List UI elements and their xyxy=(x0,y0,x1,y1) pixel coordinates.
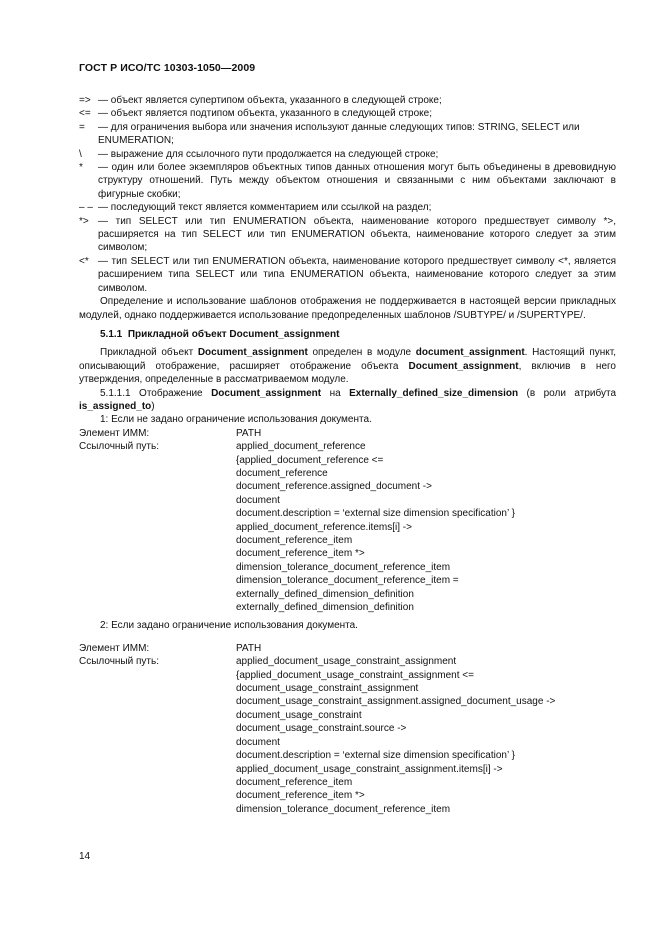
legend-item xyxy=(79,255,616,295)
entity-name: Document_assignment xyxy=(408,360,519,372)
legend-symbol: <* xyxy=(79,255,89,267)
path-line: document_usage_constraint.source -> xyxy=(236,723,407,735)
section-text: определен в модуле xyxy=(307,347,416,359)
section-number: 5.1.1 xyxy=(100,328,123,340)
legend-text: — последующий текст является комментарием или ссылкой на раздел; xyxy=(98,202,432,214)
path-line: document xyxy=(236,494,280,506)
legend-text: — тип SELECT или тип ENUMERATION объекта, наименование которого предшествует символу *>, расширяется на тип SELECT или тип ENUMERATION объекта, наименование которого следует за этим символом; xyxy=(98,215,616,254)
legend-text: — тип SELECT или тип ENUMERATION объекта, наименование которого предшествует символу <*, является расширением типа SELECT или типа ENUMERATION объекта, наименование которого следует за этим символом. xyxy=(98,255,616,294)
path-line: document_reference_item xyxy=(236,535,353,546)
path-line: document_reference_item *> xyxy=(236,548,365,560)
subsection-heading xyxy=(79,387,616,414)
element-value: PATH xyxy=(236,642,262,654)
subsection-text: 5.1.1.1 Отображение xyxy=(100,387,212,399)
entity-name: Externally_defined_size_dimension xyxy=(349,387,519,399)
legend-text: — объект является подтипом объекта, указанного в следующей строке; xyxy=(98,108,432,120)
legend-text: — выражение для ссылочного пути продолжается на следующей строке; xyxy=(98,148,439,160)
legend-text: — объект является супертипом объекта, указанного в следующей строке; xyxy=(98,95,442,106)
attribute-name: is_assigned_to xyxy=(79,400,152,412)
legend-item xyxy=(79,121,616,148)
legend-item xyxy=(79,148,616,161)
mapping-path-row xyxy=(79,655,616,668)
path-line: document_reference xyxy=(236,467,328,479)
module-name: document_assignment xyxy=(415,347,525,359)
legend-item xyxy=(79,201,616,214)
path-line: document_usage_constraint_assignment xyxy=(236,683,419,695)
path-line: document_reference.assigned_document -> xyxy=(236,481,432,493)
path-line: document_reference_item xyxy=(236,776,353,788)
page-number: 14 xyxy=(79,851,91,862)
entity-name: Document_assignment xyxy=(197,347,308,359)
path-line: dimension_tolerance_document_reference_item xyxy=(236,803,451,815)
legend-symbol: \ xyxy=(79,148,82,160)
mapping-path-row xyxy=(79,440,616,453)
section-text: , включив в него утверждения, определенные в рассматриваемом модуле. xyxy=(79,360,616,386)
path-line: {applied_document_usage_constraint_assignment <= xyxy=(236,669,474,681)
section-heading xyxy=(100,328,616,341)
notation-legend xyxy=(79,94,616,295)
path-label: Ссылочный путь: xyxy=(79,656,159,668)
legend-symbol: <= xyxy=(79,108,91,120)
path-line: dimension_tolerance_document_reference_item xyxy=(236,561,451,573)
path-line: applied_document_usage_constraint_assignment xyxy=(236,656,457,668)
mapping-element-row xyxy=(79,427,616,440)
path-label: Ссылочный путь: xyxy=(79,441,159,453)
path-line: dimension_tolerance_document_reference_item = xyxy=(236,575,459,587)
intro-paragraph: Определение и использование шаблонов отображения не поддерживается в настоящей версии прикладных модулей, однако поддерживается использование предопределенных шаблонов /SUBTYPE/ и /SUPERTYPE/. xyxy=(79,296,616,321)
element-value: PATH xyxy=(236,427,262,439)
mapping-note: 1: Если не задано ограничение использования документа. xyxy=(100,414,372,426)
legend-symbol: => xyxy=(79,95,91,106)
legend-symbol: * xyxy=(79,162,83,174)
legend-item xyxy=(79,94,616,107)
path-line: document xyxy=(236,736,280,748)
element-label: Элемент ИММ: xyxy=(79,642,150,654)
subsection-text: ) xyxy=(151,400,155,412)
path-line: document_usage_constraint xyxy=(236,709,362,721)
legend-symbol: = xyxy=(79,121,85,133)
mapping-note: 2: Если задано ограничение использования документа. xyxy=(100,620,358,632)
path-line: applied_document_reference.items[i] -> xyxy=(236,521,412,533)
path-line: document.description = ‘external size dimension specification’ } xyxy=(236,508,515,520)
path-line: document.description = ‘external size dimension specification’ } xyxy=(236,750,515,762)
subsection-text: на xyxy=(321,387,350,399)
section-title: Прикладной объект Document_assignment xyxy=(127,328,340,340)
section-text: . Настоящий пункт, описывающий отображение, расширяет отображение объекта xyxy=(79,347,616,372)
path-line: document_usage_constraint_assignment.assigned_document_usage -> xyxy=(236,696,556,708)
entity-name: Document_assignment xyxy=(211,387,322,399)
path-line: externally_defined_dimension_definition xyxy=(236,588,414,600)
page-content xyxy=(79,94,616,816)
path-line: document_reference_item *> xyxy=(236,790,365,802)
legend-text: — один или более экземпляров объектных типов данных отношения могут быть объединены в древовидную структуру отношений. Путь между объектом отношения и связанными с ним объектами заключают в фигурные скобки; xyxy=(98,162,616,200)
subsection-text: (в роли атрибута xyxy=(518,387,616,399)
element-label: Элемент ИММ: xyxy=(79,427,150,439)
section-paragraph xyxy=(79,346,616,386)
legend-symbol: – – xyxy=(79,202,93,214)
page-header: ГОСТ Р ИСО/ТС 10303-1050—2009 xyxy=(79,62,256,74)
path-line: {applied_document_reference <= xyxy=(236,454,384,466)
path-line: applied_document_usage_constraint_assignment.items[i] -> xyxy=(236,763,503,775)
reference-path xyxy=(236,454,616,615)
path-line: applied_document_reference xyxy=(236,441,366,453)
mapping-element-row xyxy=(79,642,616,655)
legend-item xyxy=(79,161,616,201)
legend-item xyxy=(79,215,616,255)
reference-path xyxy=(236,669,616,816)
section-text: Прикладной объект xyxy=(100,347,198,359)
legend-text: — для ограничения выбора или значения используют данные следующих типов: STRING, SELECT или ENUMERATION; xyxy=(98,121,580,147)
legend-item xyxy=(79,107,616,120)
legend-symbol: *> xyxy=(79,215,89,227)
path-line: externally_defined_dimension_definition xyxy=(236,602,414,614)
